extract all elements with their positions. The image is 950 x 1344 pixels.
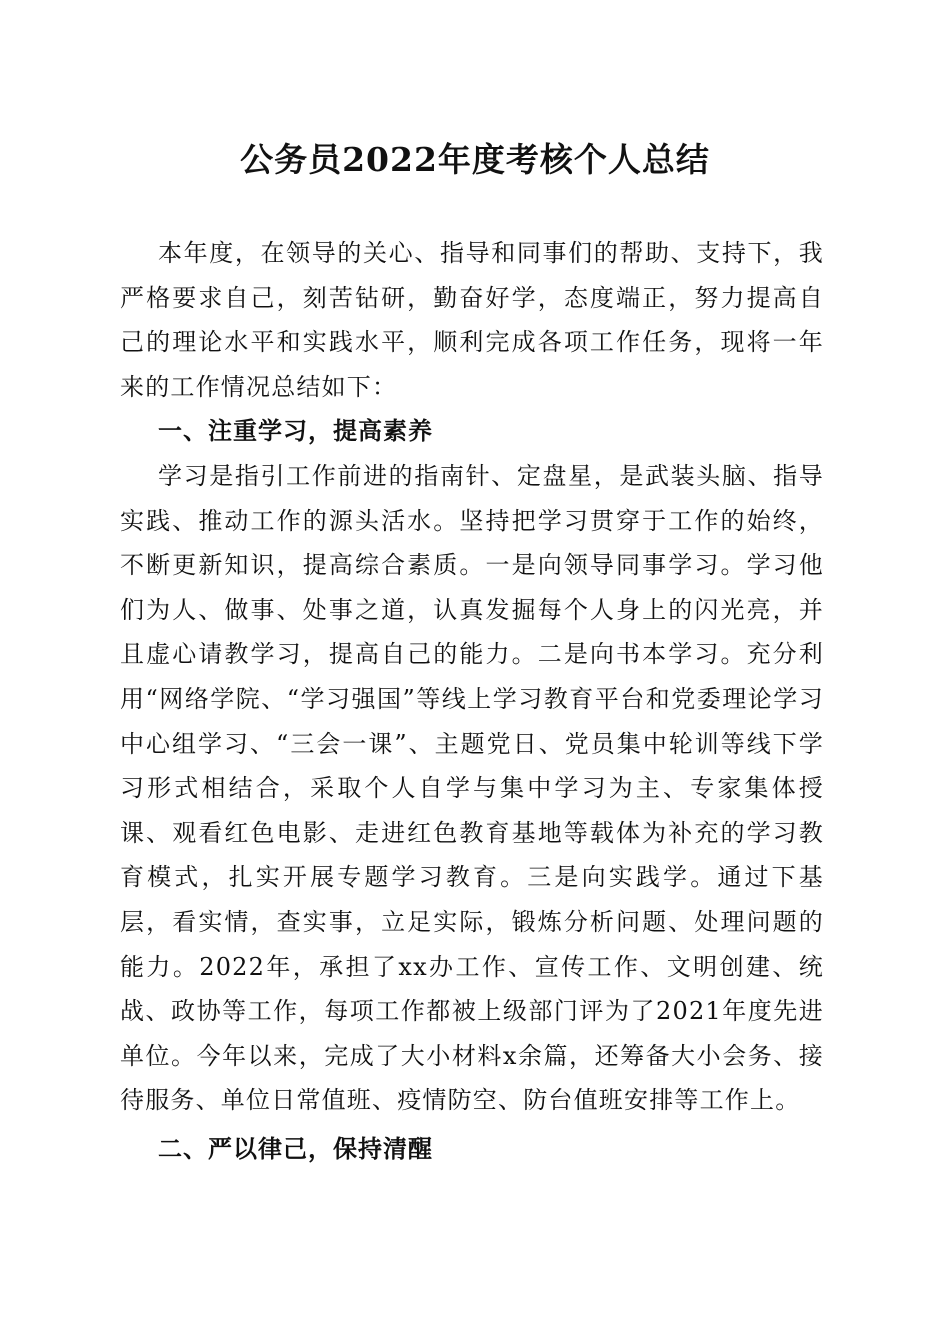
section-heading-1: 一、注重学习，提高素养 [158,417,433,446]
intro-paragraph: 本年度，在领导的关心、指导和同事们的帮助、支持下，我严格要求自己，刻苦钻研，勤奋好学，态度端正，努力提高自己的理论水平和实践水平，顺利完成各项工作任务，现将一年来的工作情况总结如下： [120,239,824,401]
section-heading-2: 二、严以律己，保持清醒 [158,1134,433,1163]
document-title: 公务员2022年度考核个人总结 [240,140,710,179]
document-body [120,231,824,1171]
section-1-paragraph: 学习是指引工作前进的指南针、定盘星，是武装头脑、指导实践、推动工作的源头活水。坚持把学习贯穿于工作的始终，不断更新知识，提高综合素质。一是向领导同事学习。学习他们为人、做事、处事之道，认真发掘每个人身上的闪光亮，并且虚心请教学习，提高自己的能力。二是向书本学习。充分利用“网络学院、“学习强国”等线上学习教育平台和党委理论学习中心组学习、“三会一课”、主题党日、党员集中轮训等线下学习形式相结合，采取个人自学与集中学习为主、专家集体授课、观看红色电影、走进红色教育基地等载体为补充的学习教育模式，扎实开展专题学习教育。三是向实践学。通过下基层，看实情，查实事，立足实际，锻炼分析问题、处理问题的能力。2022年，承担了xx办工作、宣传工作、文明创建、统战、政协等工作，每项工作都被上级部门评为了2021年度先进单位。今年以来，完成了大小材料x余篇，还筹备大小会务、接待服务、单位日常值班、疫情防空、防台值班安排等工作上。 [120,461,824,1115]
